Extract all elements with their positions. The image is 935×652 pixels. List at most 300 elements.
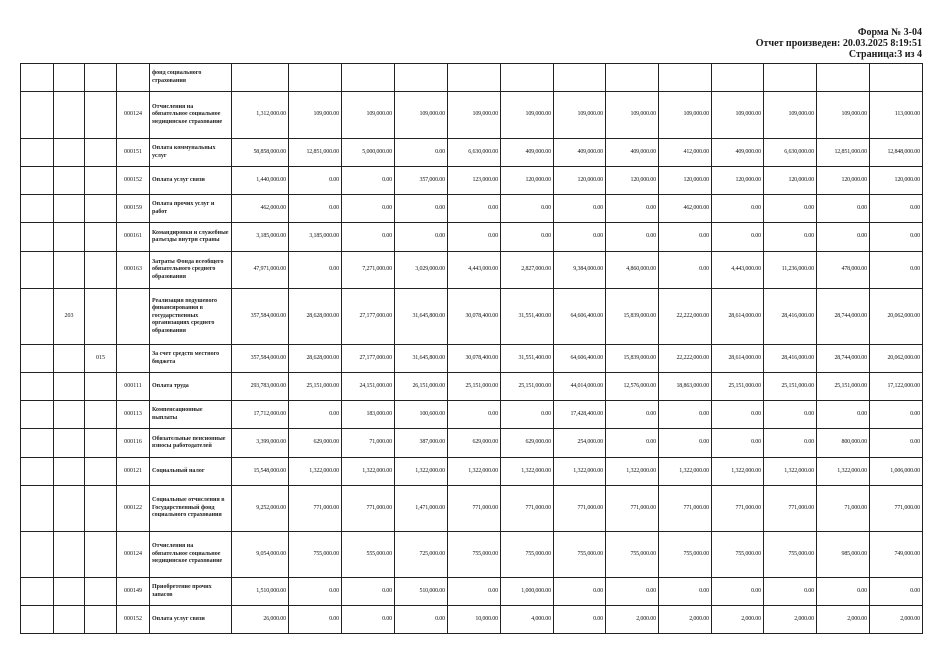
cell-month-5: 0.00 <box>501 195 554 223</box>
cell-total: 462,000.00 <box>232 195 289 223</box>
cell-month-6: 771,000.00 <box>554 486 606 532</box>
cell-month-12: 771,000.00 <box>870 486 923 532</box>
cell-program: 203 <box>54 289 85 345</box>
cell-month-9: 28,614,000.00 <box>712 289 764 345</box>
cell-month-7: 755,000.00 <box>606 532 659 578</box>
cell-month-12: 0.00 <box>870 252 923 289</box>
cell-month-6: 0.00 <box>554 578 606 606</box>
cell-month-11: 71,000.00 <box>817 486 870 532</box>
cell-month-11: 985,000.00 <box>817 532 870 578</box>
cell-total: 9,252,000.00 <box>232 486 289 532</box>
cell-section <box>21 92 54 139</box>
cell-month-8: 2,000.00 <box>659 606 712 634</box>
cell-total: 26,000.00 <box>232 606 289 634</box>
table-row <box>21 373 923 401</box>
cell-month-8: 0.00 <box>659 429 712 458</box>
cell-section <box>21 578 54 606</box>
cell-name: За счет средств местного бюджета <box>150 345 232 373</box>
cell-month-9: 1,322,000.00 <box>712 458 764 486</box>
cell-month-4: 6,630,000.00 <box>448 139 501 167</box>
cell-month-11: 109,000.00 <box>817 92 870 139</box>
cell-month-4: 1,322,000.00 <box>448 458 501 486</box>
cell-program <box>54 345 85 373</box>
cell-month-9: 25,151,000.00 <box>712 373 764 401</box>
table-row <box>21 532 923 578</box>
cell-month-4: 25,151,000.00 <box>448 373 501 401</box>
cell-specifics-code <box>117 345 150 373</box>
cell-month-3: 31,645,800.00 <box>395 289 448 345</box>
cell-section <box>21 195 54 223</box>
cell-month-3: 725,000.00 <box>395 532 448 578</box>
cell-month-1: 0.00 <box>289 606 342 634</box>
cell-month-2: 109,000.00 <box>342 92 395 139</box>
cell-subprogram <box>85 92 117 139</box>
cell-month-5: 0.00 <box>501 401 554 429</box>
cell-program <box>54 167 85 195</box>
cell-total: 357,584,000.00 <box>232 345 289 373</box>
cell-month-5: 755,000.00 <box>501 532 554 578</box>
cell-subprogram <box>85 429 117 458</box>
cell-subprogram <box>85 606 117 634</box>
cell-month-9: 109,000.00 <box>712 92 764 139</box>
cell-program <box>54 401 85 429</box>
cell-month-6: 0.00 <box>554 195 606 223</box>
cell-month-11: 0.00 <box>817 578 870 606</box>
cell-month-7: 1,322,000.00 <box>606 458 659 486</box>
cell-month-8: 771,000.00 <box>659 486 712 532</box>
table-row <box>21 195 923 223</box>
cell-total: 1,510,000.00 <box>232 578 289 606</box>
cell-month-3 <box>395 64 448 92</box>
cell-month-10: 6,630,000.00 <box>764 139 817 167</box>
cell-month-2: 0.00 <box>342 167 395 195</box>
cell-month-3: 510,000.00 <box>395 578 448 606</box>
cell-month-4: 0.00 <box>448 578 501 606</box>
cell-month-6: 17,428,400.00 <box>554 401 606 429</box>
cell-month-10: 11,236,000.00 <box>764 252 817 289</box>
table-row <box>21 92 923 139</box>
cell-month-9: 0.00 <box>712 429 764 458</box>
cell-month-12 <box>870 64 923 92</box>
cell-month-8: 0.00 <box>659 401 712 429</box>
cell-month-5: 109,000.00 <box>501 92 554 139</box>
cell-specifics-code: 000152 <box>117 167 150 195</box>
table-row <box>21 345 923 373</box>
cell-section <box>21 401 54 429</box>
cell-total: 293,783,000.00 <box>232 373 289 401</box>
cell-month-3: 109,000.00 <box>395 92 448 139</box>
cell-month-5: 31,551,400.00 <box>501 289 554 345</box>
cell-month-6: 0.00 <box>554 223 606 252</box>
cell-month-10: 0.00 <box>764 401 817 429</box>
cell-total: 3,399,000.00 <box>232 429 289 458</box>
table-row <box>21 458 923 486</box>
cell-month-6: 9,384,000.00 <box>554 252 606 289</box>
cell-month-8: 22,222,000.00 <box>659 345 712 373</box>
cell-subprogram <box>85 373 117 401</box>
cell-month-7: 0.00 <box>606 223 659 252</box>
cell-subprogram <box>85 64 117 92</box>
cell-specifics-code: 000152 <box>117 606 150 634</box>
cell-month-2: 7,271,000.00 <box>342 252 395 289</box>
cell-month-12: 12,848,000.00 <box>870 139 923 167</box>
cell-month-4: 755,000.00 <box>448 532 501 578</box>
table-row <box>21 289 923 345</box>
cell-section <box>21 373 54 401</box>
cell-specifics-code: 000159 <box>117 195 150 223</box>
cell-month-12: 113,000.00 <box>870 92 923 139</box>
cell-month-6: 254,000.00 <box>554 429 606 458</box>
cell-month-12: 20,062,000.00 <box>870 289 923 345</box>
cell-month-7: 0.00 <box>606 401 659 429</box>
cell-program <box>54 486 85 532</box>
cell-specifics-code: 000122 <box>117 486 150 532</box>
cell-month-12: 0.00 <box>870 223 923 252</box>
cell-total: 357,584,000.00 <box>232 289 289 345</box>
cell-month-1: 25,151,000.00 <box>289 373 342 401</box>
cell-month-6: 64,606,400.00 <box>554 289 606 345</box>
cell-month-6: 44,014,000.00 <box>554 373 606 401</box>
cell-month-1: 28,628,000.00 <box>289 289 342 345</box>
cell-month-10: 25,151,000.00 <box>764 373 817 401</box>
cell-program <box>54 139 85 167</box>
cell-month-4: 30,078,400.00 <box>448 289 501 345</box>
cell-month-10: 109,000.00 <box>764 92 817 139</box>
cell-section <box>21 64 54 92</box>
cell-month-12: 0.00 <box>870 195 923 223</box>
cell-month-2: 0.00 <box>342 578 395 606</box>
cell-program <box>54 578 85 606</box>
report-generated: Отчет произведен: 20.03.2025 8:19:51 <box>755 38 922 49</box>
cell-name: Оплата коммунальных услуг <box>150 139 232 167</box>
table-row <box>21 223 923 252</box>
cell-month-9: 28,614,000.00 <box>712 345 764 373</box>
cell-month-4 <box>448 64 501 92</box>
cell-total: 58,858,000.00 <box>232 139 289 167</box>
cell-specifics-code: 000121 <box>117 458 150 486</box>
cell-month-7: 771,000.00 <box>606 486 659 532</box>
cell-month-12: 749,000.00 <box>870 532 923 578</box>
cell-month-7: 0.00 <box>606 429 659 458</box>
cell-subprogram <box>85 578 117 606</box>
cell-program <box>54 458 85 486</box>
cell-month-11: 28,744,000.00 <box>817 289 870 345</box>
cell-total: 47,971,000.00 <box>232 252 289 289</box>
cell-month-3: 357,000.00 <box>395 167 448 195</box>
cell-specifics-code: 000116 <box>117 429 150 458</box>
cell-total: 15,548,000.00 <box>232 458 289 486</box>
cell-month-9: 0.00 <box>712 401 764 429</box>
cell-month-12: 1,006,000.00 <box>870 458 923 486</box>
cell-month-8: 109,000.00 <box>659 92 712 139</box>
cell-name: Обязательные пенсионные взносы работодателей <box>150 429 232 458</box>
cell-month-7: 15,839,000.00 <box>606 289 659 345</box>
cell-month-5: 2,827,000.00 <box>501 252 554 289</box>
cell-month-3: 0.00 <box>395 223 448 252</box>
cell-month-9: 120,000.00 <box>712 167 764 195</box>
cell-name: Социальный налог <box>150 458 232 486</box>
cell-month-4: 771,000.00 <box>448 486 501 532</box>
cell-program <box>54 195 85 223</box>
cell-specifics-code: 000124 <box>117 532 150 578</box>
cell-month-5: 1,322,000.00 <box>501 458 554 486</box>
cell-specifics-code <box>117 64 150 92</box>
cell-month-4: 30,078,400.00 <box>448 345 501 373</box>
cell-name: Компенсационные выплаты <box>150 401 232 429</box>
cell-month-5: 0.00 <box>501 223 554 252</box>
cell-month-12: 17,122,000.00 <box>870 373 923 401</box>
cell-name: Затраты Фонда всеобщего обязательного среднего образования <box>150 252 232 289</box>
cell-month-2: 27,177,000.00 <box>342 289 395 345</box>
cell-month-1: 0.00 <box>289 401 342 429</box>
cell-month-8: 755,000.00 <box>659 532 712 578</box>
cell-specifics-code: 000151 <box>117 139 150 167</box>
table-row <box>21 578 923 606</box>
cell-section <box>21 223 54 252</box>
report-header <box>756 27 922 60</box>
cell-program <box>54 429 85 458</box>
cell-month-2 <box>342 64 395 92</box>
cell-month-3: 31,645,800.00 <box>395 345 448 373</box>
cell-month-10: 1,322,000.00 <box>764 458 817 486</box>
cell-month-8: 0.00 <box>659 578 712 606</box>
cell-month-6: 0.00 <box>554 606 606 634</box>
cell-section <box>21 486 54 532</box>
cell-month-12: 2,000.00 <box>870 606 923 634</box>
cell-month-2: 555,000.00 <box>342 532 395 578</box>
cell-name: фонд социального страхования <box>150 64 232 92</box>
cell-subprogram <box>85 486 117 532</box>
cell-month-10 <box>764 64 817 92</box>
cell-month-8: 462,000.00 <box>659 195 712 223</box>
cell-month-5: 1,000,000.00 <box>501 578 554 606</box>
cell-subprogram: 015 <box>85 345 117 373</box>
cell-subprogram <box>85 223 117 252</box>
cell-total: 1,440,000.00 <box>232 167 289 195</box>
cell-specifics-code: 000161 <box>117 223 150 252</box>
cell-month-9: 0.00 <box>712 223 764 252</box>
cell-month-4: 4,443,000.00 <box>448 252 501 289</box>
cell-section <box>21 167 54 195</box>
cell-month-2: 183,000.00 <box>342 401 395 429</box>
table-row <box>21 606 923 634</box>
cell-month-6: 109,000.00 <box>554 92 606 139</box>
cell-month-10: 2,000.00 <box>764 606 817 634</box>
cell-month-1: 771,000.00 <box>289 486 342 532</box>
cell-month-9: 755,000.00 <box>712 532 764 578</box>
cell-month-3: 1,322,000.00 <box>395 458 448 486</box>
cell-month-5: 25,151,000.00 <box>501 373 554 401</box>
cell-month-3: 1,471,000.00 <box>395 486 448 532</box>
cell-month-10: 120,000.00 <box>764 167 817 195</box>
table-body <box>21 64 923 634</box>
cell-month-3: 0.00 <box>395 195 448 223</box>
cell-program <box>54 373 85 401</box>
cell-month-1: 12,851,000.00 <box>289 139 342 167</box>
cell-month-9: 409,000.00 <box>712 139 764 167</box>
cell-total: 1,312,000.00 <box>232 92 289 139</box>
cell-month-7: 0.00 <box>606 195 659 223</box>
cell-month-1: 0.00 <box>289 252 342 289</box>
cell-month-6: 409,000.00 <box>554 139 606 167</box>
cell-month-3: 3,029,000.00 <box>395 252 448 289</box>
cell-month-7: 109,000.00 <box>606 92 659 139</box>
cell-month-12: 120,000.00 <box>870 167 923 195</box>
cell-month-5 <box>501 64 554 92</box>
cell-subprogram <box>85 195 117 223</box>
cell-month-11 <box>817 64 870 92</box>
table-row <box>21 167 923 195</box>
cell-month-11: 25,151,000.00 <box>817 373 870 401</box>
cell-month-2: 1,322,000.00 <box>342 458 395 486</box>
cell-month-4: 0.00 <box>448 223 501 252</box>
cell-name: Социальные отчисления в Государственный фонд социального страхования <box>150 486 232 532</box>
cell-specifics-code: 000111 <box>117 373 150 401</box>
cell-month-12: 20,062,000.00 <box>870 345 923 373</box>
cell-month-8: 0.00 <box>659 223 712 252</box>
cell-subprogram <box>85 252 117 289</box>
cell-month-11: 12,851,000.00 <box>817 139 870 167</box>
cell-month-1: 629,000.00 <box>289 429 342 458</box>
cell-month-8: 18,863,000.00 <box>659 373 712 401</box>
cell-month-12: 0.00 <box>870 429 923 458</box>
cell-month-10: 755,000.00 <box>764 532 817 578</box>
cell-month-1: 755,000.00 <box>289 532 342 578</box>
cell-month-9: 771,000.00 <box>712 486 764 532</box>
cell-month-3: 26,151,000.00 <box>395 373 448 401</box>
cell-specifics-code: 000124 <box>117 92 150 139</box>
cell-section <box>21 139 54 167</box>
table-row <box>21 401 923 429</box>
cell-month-9: 2,000.00 <box>712 606 764 634</box>
cell-month-3: 0.00 <box>395 606 448 634</box>
cell-subprogram <box>85 458 117 486</box>
cell-month-10: 28,416,000.00 <box>764 345 817 373</box>
cell-total <box>232 64 289 92</box>
cell-subprogram <box>85 289 117 345</box>
cell-month-7: 2,000.00 <box>606 606 659 634</box>
cell-month-8: 0.00 <box>659 252 712 289</box>
cell-month-6: 1,322,000.00 <box>554 458 606 486</box>
cell-month-5: 409,000.00 <box>501 139 554 167</box>
cell-month-7: 4,860,000.00 <box>606 252 659 289</box>
cell-month-10: 28,416,000.00 <box>764 289 817 345</box>
cell-name: Оплата труда <box>150 373 232 401</box>
cell-month-11: 0.00 <box>817 223 870 252</box>
cell-month-1: 109,000.00 <box>289 92 342 139</box>
cell-month-11: 1,322,000.00 <box>817 458 870 486</box>
table-row <box>21 429 923 458</box>
cell-month-6: 755,000.00 <box>554 532 606 578</box>
cell-specifics-code: 000163 <box>117 252 150 289</box>
cell-month-10: 0.00 <box>764 195 817 223</box>
cell-subprogram <box>85 167 117 195</box>
cell-month-1: 1,322,000.00 <box>289 458 342 486</box>
cell-month-2: 5,000,000.00 <box>342 139 395 167</box>
cell-month-7: 0.00 <box>606 578 659 606</box>
cell-month-4: 10,000.00 <box>448 606 501 634</box>
cell-month-10: 771,000.00 <box>764 486 817 532</box>
cell-month-2: 0.00 <box>342 195 395 223</box>
cell-month-11: 800,000.00 <box>817 429 870 458</box>
cell-month-6: 64,606,400.00 <box>554 345 606 373</box>
cell-month-5: 629,000.00 <box>501 429 554 458</box>
cell-name: Отчисления на обязательное социальное медицинское страхование <box>150 532 232 578</box>
table-row <box>21 252 923 289</box>
cell-name: Оплата услуг связи <box>150 606 232 634</box>
cell-month-1: 3,185,000.00 <box>289 223 342 252</box>
cell-month-2: 24,151,000.00 <box>342 373 395 401</box>
cell-month-4: 123,000.00 <box>448 167 501 195</box>
cell-program <box>54 606 85 634</box>
cell-month-2: 0.00 <box>342 606 395 634</box>
cell-total: 17,712,000.00 <box>232 401 289 429</box>
cell-month-5: 4,000.00 <box>501 606 554 634</box>
cell-month-8 <box>659 64 712 92</box>
cell-month-2: 771,000.00 <box>342 486 395 532</box>
cell-month-8: 120,000.00 <box>659 167 712 195</box>
cell-month-11: 28,744,000.00 <box>817 345 870 373</box>
cell-program <box>54 223 85 252</box>
cell-program <box>54 532 85 578</box>
form-label: Форма № 3-04 <box>857 27 922 38</box>
cell-month-10: 0.00 <box>764 223 817 252</box>
cell-program <box>54 92 85 139</box>
cell-section <box>21 345 54 373</box>
cell-section <box>21 252 54 289</box>
cell-month-7: 12,576,000.00 <box>606 373 659 401</box>
cell-subprogram <box>85 532 117 578</box>
cell-month-4: 0.00 <box>448 195 501 223</box>
cell-section <box>21 429 54 458</box>
cell-section <box>21 289 54 345</box>
cell-program <box>54 252 85 289</box>
cell-month-2: 27,177,000.00 <box>342 345 395 373</box>
cell-program <box>54 64 85 92</box>
cell-month-9: 4,443,000.00 <box>712 252 764 289</box>
cell-total: 3,185,000.00 <box>232 223 289 252</box>
cell-name: Отчисления на обязательное социальное медицинское страхование <box>150 92 232 139</box>
cell-month-3: 100,600.00 <box>395 401 448 429</box>
cell-month-6 <box>554 64 606 92</box>
cell-month-5: 771,000.00 <box>501 486 554 532</box>
cell-month-5: 31,551,400.00 <box>501 345 554 373</box>
cell-subprogram <box>85 139 117 167</box>
cell-name: Реализация подушевого финансирования в государственных организациях среднего образования <box>150 289 232 345</box>
cell-month-1: 0.00 <box>289 578 342 606</box>
cell-month-10: 0.00 <box>764 429 817 458</box>
cell-specifics-code: 000113 <box>117 401 150 429</box>
cell-month-5: 120,000.00 <box>501 167 554 195</box>
cell-month-11: 0.00 <box>817 195 870 223</box>
cell-month-10: 0.00 <box>764 578 817 606</box>
cell-month-12: 0.00 <box>870 578 923 606</box>
page-info: Страница:3 из 4 <box>848 49 922 60</box>
cell-month-1: 0.00 <box>289 195 342 223</box>
cell-month-7: 409,000.00 <box>606 139 659 167</box>
cell-month-7 <box>606 64 659 92</box>
cell-month-12: 0.00 <box>870 401 923 429</box>
cell-section <box>21 606 54 634</box>
cell-month-9 <box>712 64 764 92</box>
cell-month-3: 0.00 <box>395 139 448 167</box>
cell-month-11: 2,000.00 <box>817 606 870 634</box>
cell-month-2: 0.00 <box>342 223 395 252</box>
cell-month-4: 109,000.00 <box>448 92 501 139</box>
cell-subprogram <box>85 401 117 429</box>
cell-month-3: 387,000.00 <box>395 429 448 458</box>
cell-month-6: 120,000.00 <box>554 167 606 195</box>
